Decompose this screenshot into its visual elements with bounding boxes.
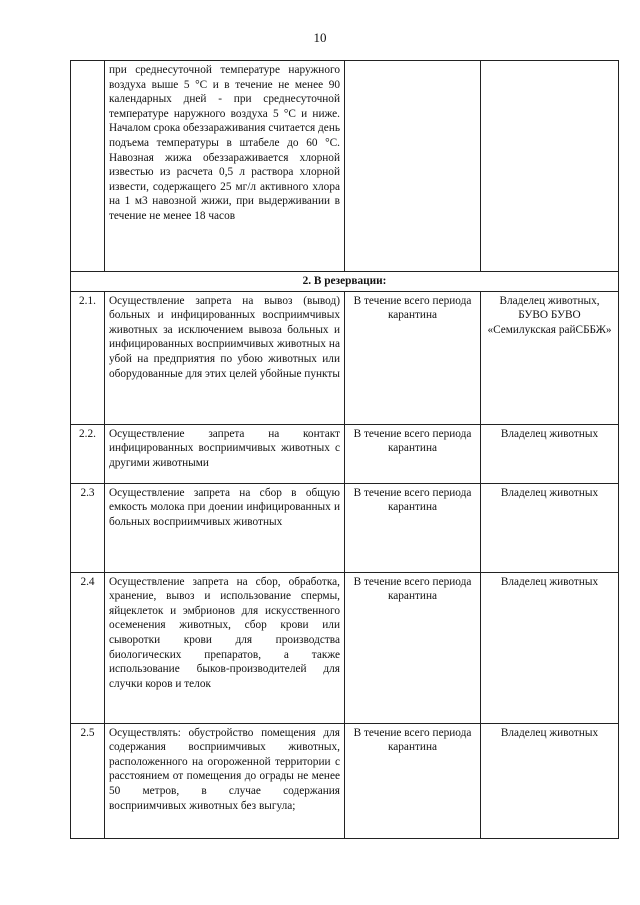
page-number: 10 <box>313 30 327 45</box>
action-cell: при среднесуточной температуре наружного воздуха выше 5 °С и в течение не менее 90 календарных дней - при среднесуточной температуре наружного воздуха 5 °С и ниже. Началом срока обеззараживания считается день подъема температуры в штабеле до 60 °С. Навозная жижа обеззараживается хлорной известью из расчета 0,5 л раствора хлорной извести, содержащего 25 мг/л активного хлора на 1 м3 навозной жижи, при выдерживании в течение не менее 18 часов <box>105 61 345 272</box>
responsible-cell <box>481 61 619 272</box>
row-number-cell: 2.4 <box>71 572 105 723</box>
table-row <box>71 291 619 424</box>
table-row <box>71 483 619 572</box>
table-row <box>71 572 619 723</box>
responsible-cell: Владелец животных <box>481 483 619 572</box>
table-row <box>71 61 619 272</box>
row-number-cell: 2.3 <box>71 483 105 572</box>
row-number-cell: 2.1. <box>71 291 105 424</box>
action-cell: Осуществление запрета на сбор в общую емкость молока при доении инфицированных и больных восприимчивых животных <box>105 483 345 572</box>
section-row <box>71 272 619 292</box>
table-row <box>71 424 619 483</box>
responsible-cell: Владелец животных <box>481 723 619 838</box>
action-cell: Осуществлять: обустройство помещения для содержания восприимчивых животных, расположенного на огороженной территории с расстоянием от помещения до ограды не менее 50 метров, в случае содержания восприимчивых животных без выгула; <box>105 723 345 838</box>
term-cell: В течение всего периода карантина <box>345 723 481 838</box>
responsible-cell: Владелец животных <box>481 572 619 723</box>
term-cell: В течение всего периода карантина <box>345 424 481 483</box>
table-row <box>71 723 619 838</box>
responsible-cell: Владелец животных, БУВО БУВО «Семилукская райСББЖ» <box>481 291 619 424</box>
action-cell: Осуществление запрета на контакт инфицированных восприимчивых животных с другими животными <box>105 424 345 483</box>
row-number-cell: 2.5 <box>71 723 105 838</box>
term-cell: В течение всего периода карантина <box>345 572 481 723</box>
action-cell: Осуществление запрета на сбор, обработка, хранение, вывоз и использование спермы, яйцеклеток и эмбрионов для искусственного осеменения животных, сбор крови или сыворотки крови для производства биологических препаратов, а также использование быков-производителей для случки коров и телок <box>105 572 345 723</box>
responsible-cell: Владелец животных <box>481 424 619 483</box>
action-cell: Осуществление запрета на вывоз (вывод) больных и инфицированных восприимчивых животных за исключением вывоза больных и инфицированных восприимчивых животных на убой на предприятия по убою животных или оборудованные для этих целей убойные пункты <box>105 291 345 424</box>
section-title: 2. В резервации: <box>71 272 619 292</box>
term-cell <box>345 61 481 272</box>
row-number-cell <box>71 61 105 272</box>
term-cell: В течение всего периода карантина <box>345 291 481 424</box>
term-cell: В течение всего периода карантина <box>345 483 481 572</box>
measures-table <box>70 60 619 839</box>
row-number-cell: 2.2. <box>71 424 105 483</box>
